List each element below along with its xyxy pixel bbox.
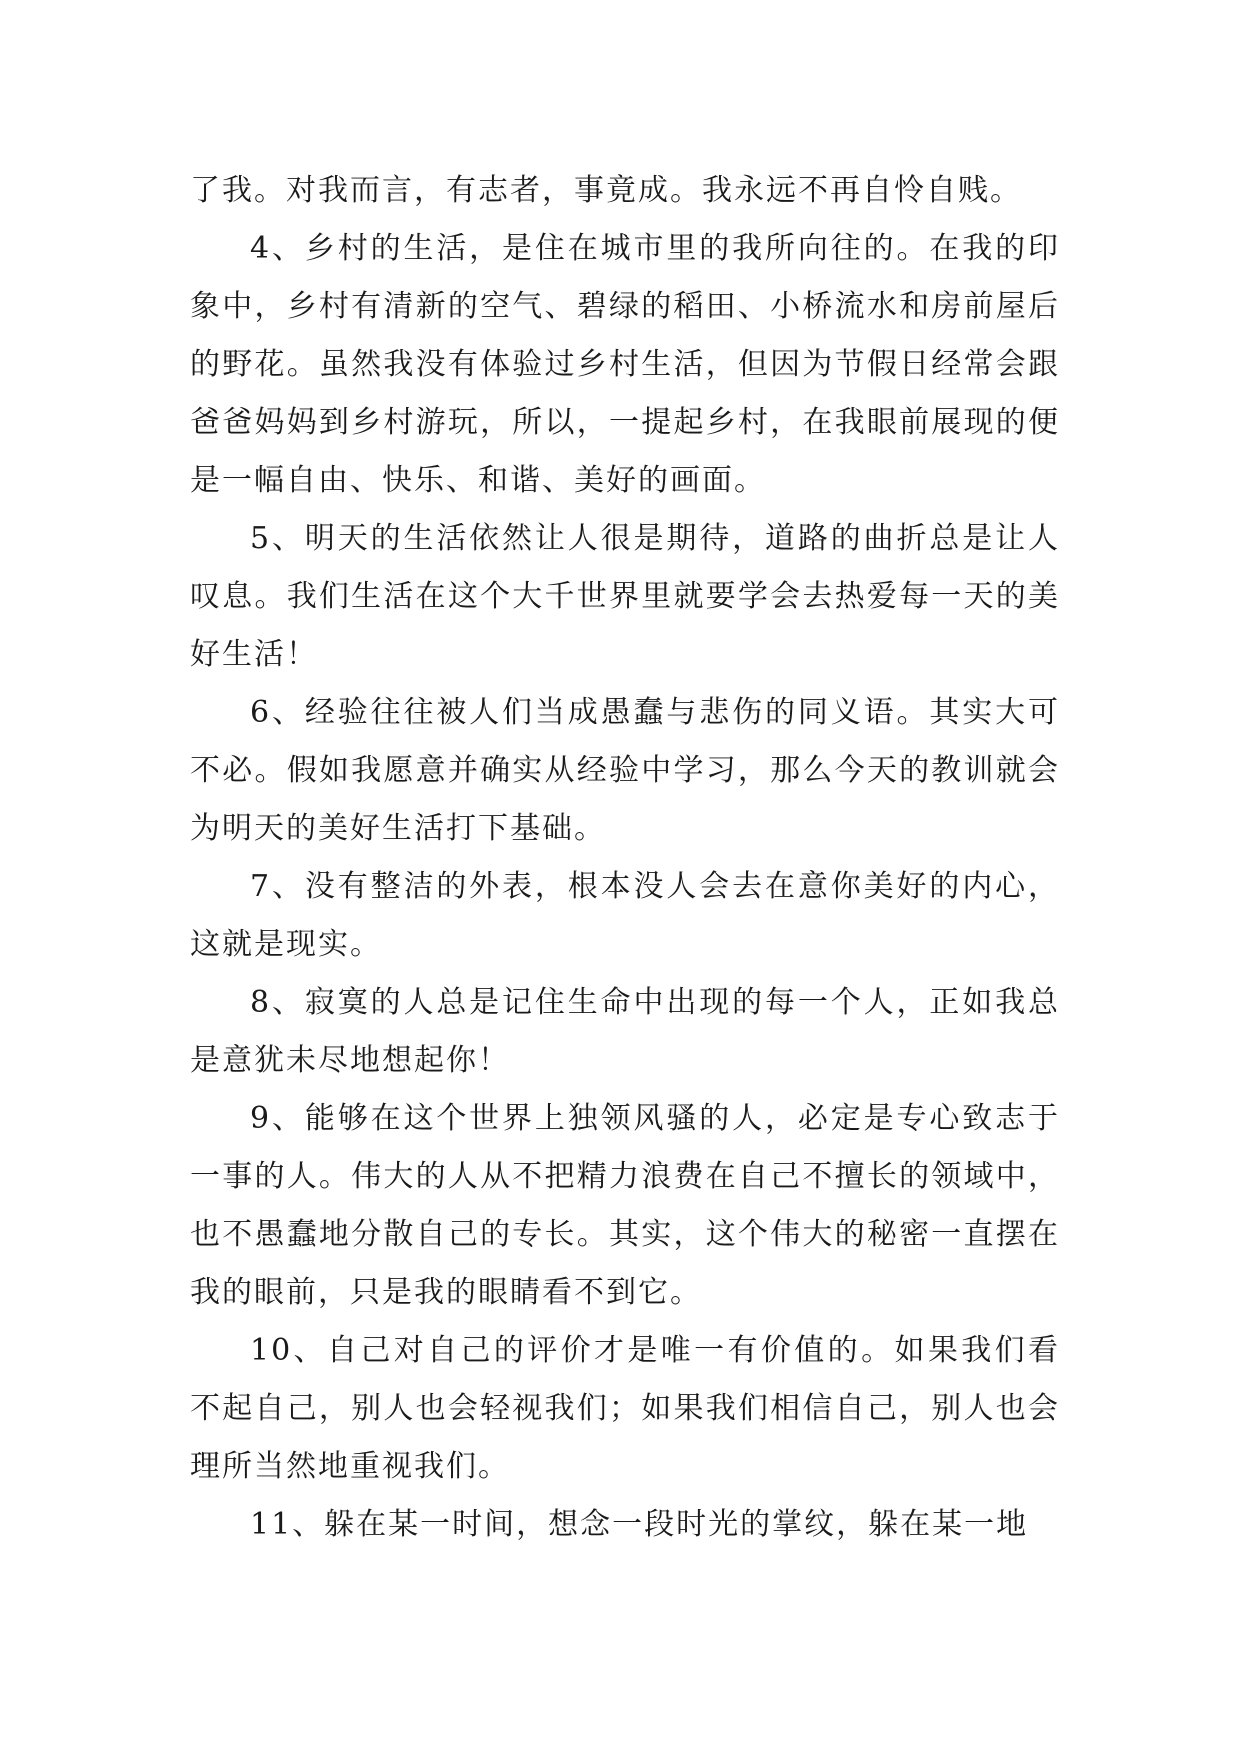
document-body — [190, 162, 1060, 1554]
paragraph-item-10: 10、自己对自己的评价才是唯一有价值的。如果我们看不起自己，别人也会轻视我们；如果我们相信自己，别人也会理所当然地重视我们。 — [190, 1333, 1060, 1484]
paragraph-item-7: 7、没有整洁的外表，根本没人会去在意你美好的内心，这就是现实。 — [190, 869, 1060, 962]
paragraph-item-8: 8、寂寞的人总是记住生命中出现的每一个人，正如我总是意犹未尽地想起你！ — [190, 985, 1060, 1078]
paragraph-item-5: 5、明天的生活依然让人很是期待，道路的曲折总是让人叹息。我们生活在这个大千世界里就要学会去热爱每一天的美好生活！ — [190, 521, 1060, 672]
paragraph-item-6: 6、经验往往被人们当成愚蠢与悲伤的同义语。其实大可不必。假如我愿意并确实从经验中学习，那么今天的教训就会为明天的美好生活打下基础。 — [190, 695, 1060, 846]
paragraph-item-9: 9、能够在这个世界上独领风骚的人，必定是专心致志于一事的人。伟大的人从不把精力浪费在自己不擅长的领域中，也不愚蠢地分散自己的专长。其实，这个伟大的秘密一直摆在我的眼前，只是我的眼睛看不到它。 — [190, 1101, 1060, 1310]
paragraph-item-4: 4、乡村的生活，是住在城市里的我所向往的。在我的印象中，乡村有清新的空气、碧绿的稻田、小桥流水和房前屋后的野花。虽然我没有体验过乡村生活，但因为节假日经常会跟爸爸妈妈到乡村游玩，所以，一提起乡村，在我眼前展现的便是一幅自由、快乐、和谐、美好的画面。 — [190, 231, 1060, 498]
paragraph-item-11: 11、躲在某一时间，想念一段时光的掌纹，躲在某一地 — [250, 1507, 1029, 1542]
paragraph-continuation: 了我。对我而言，有志者，事竟成。我永远不再自怜自贱。 — [190, 173, 1022, 208]
